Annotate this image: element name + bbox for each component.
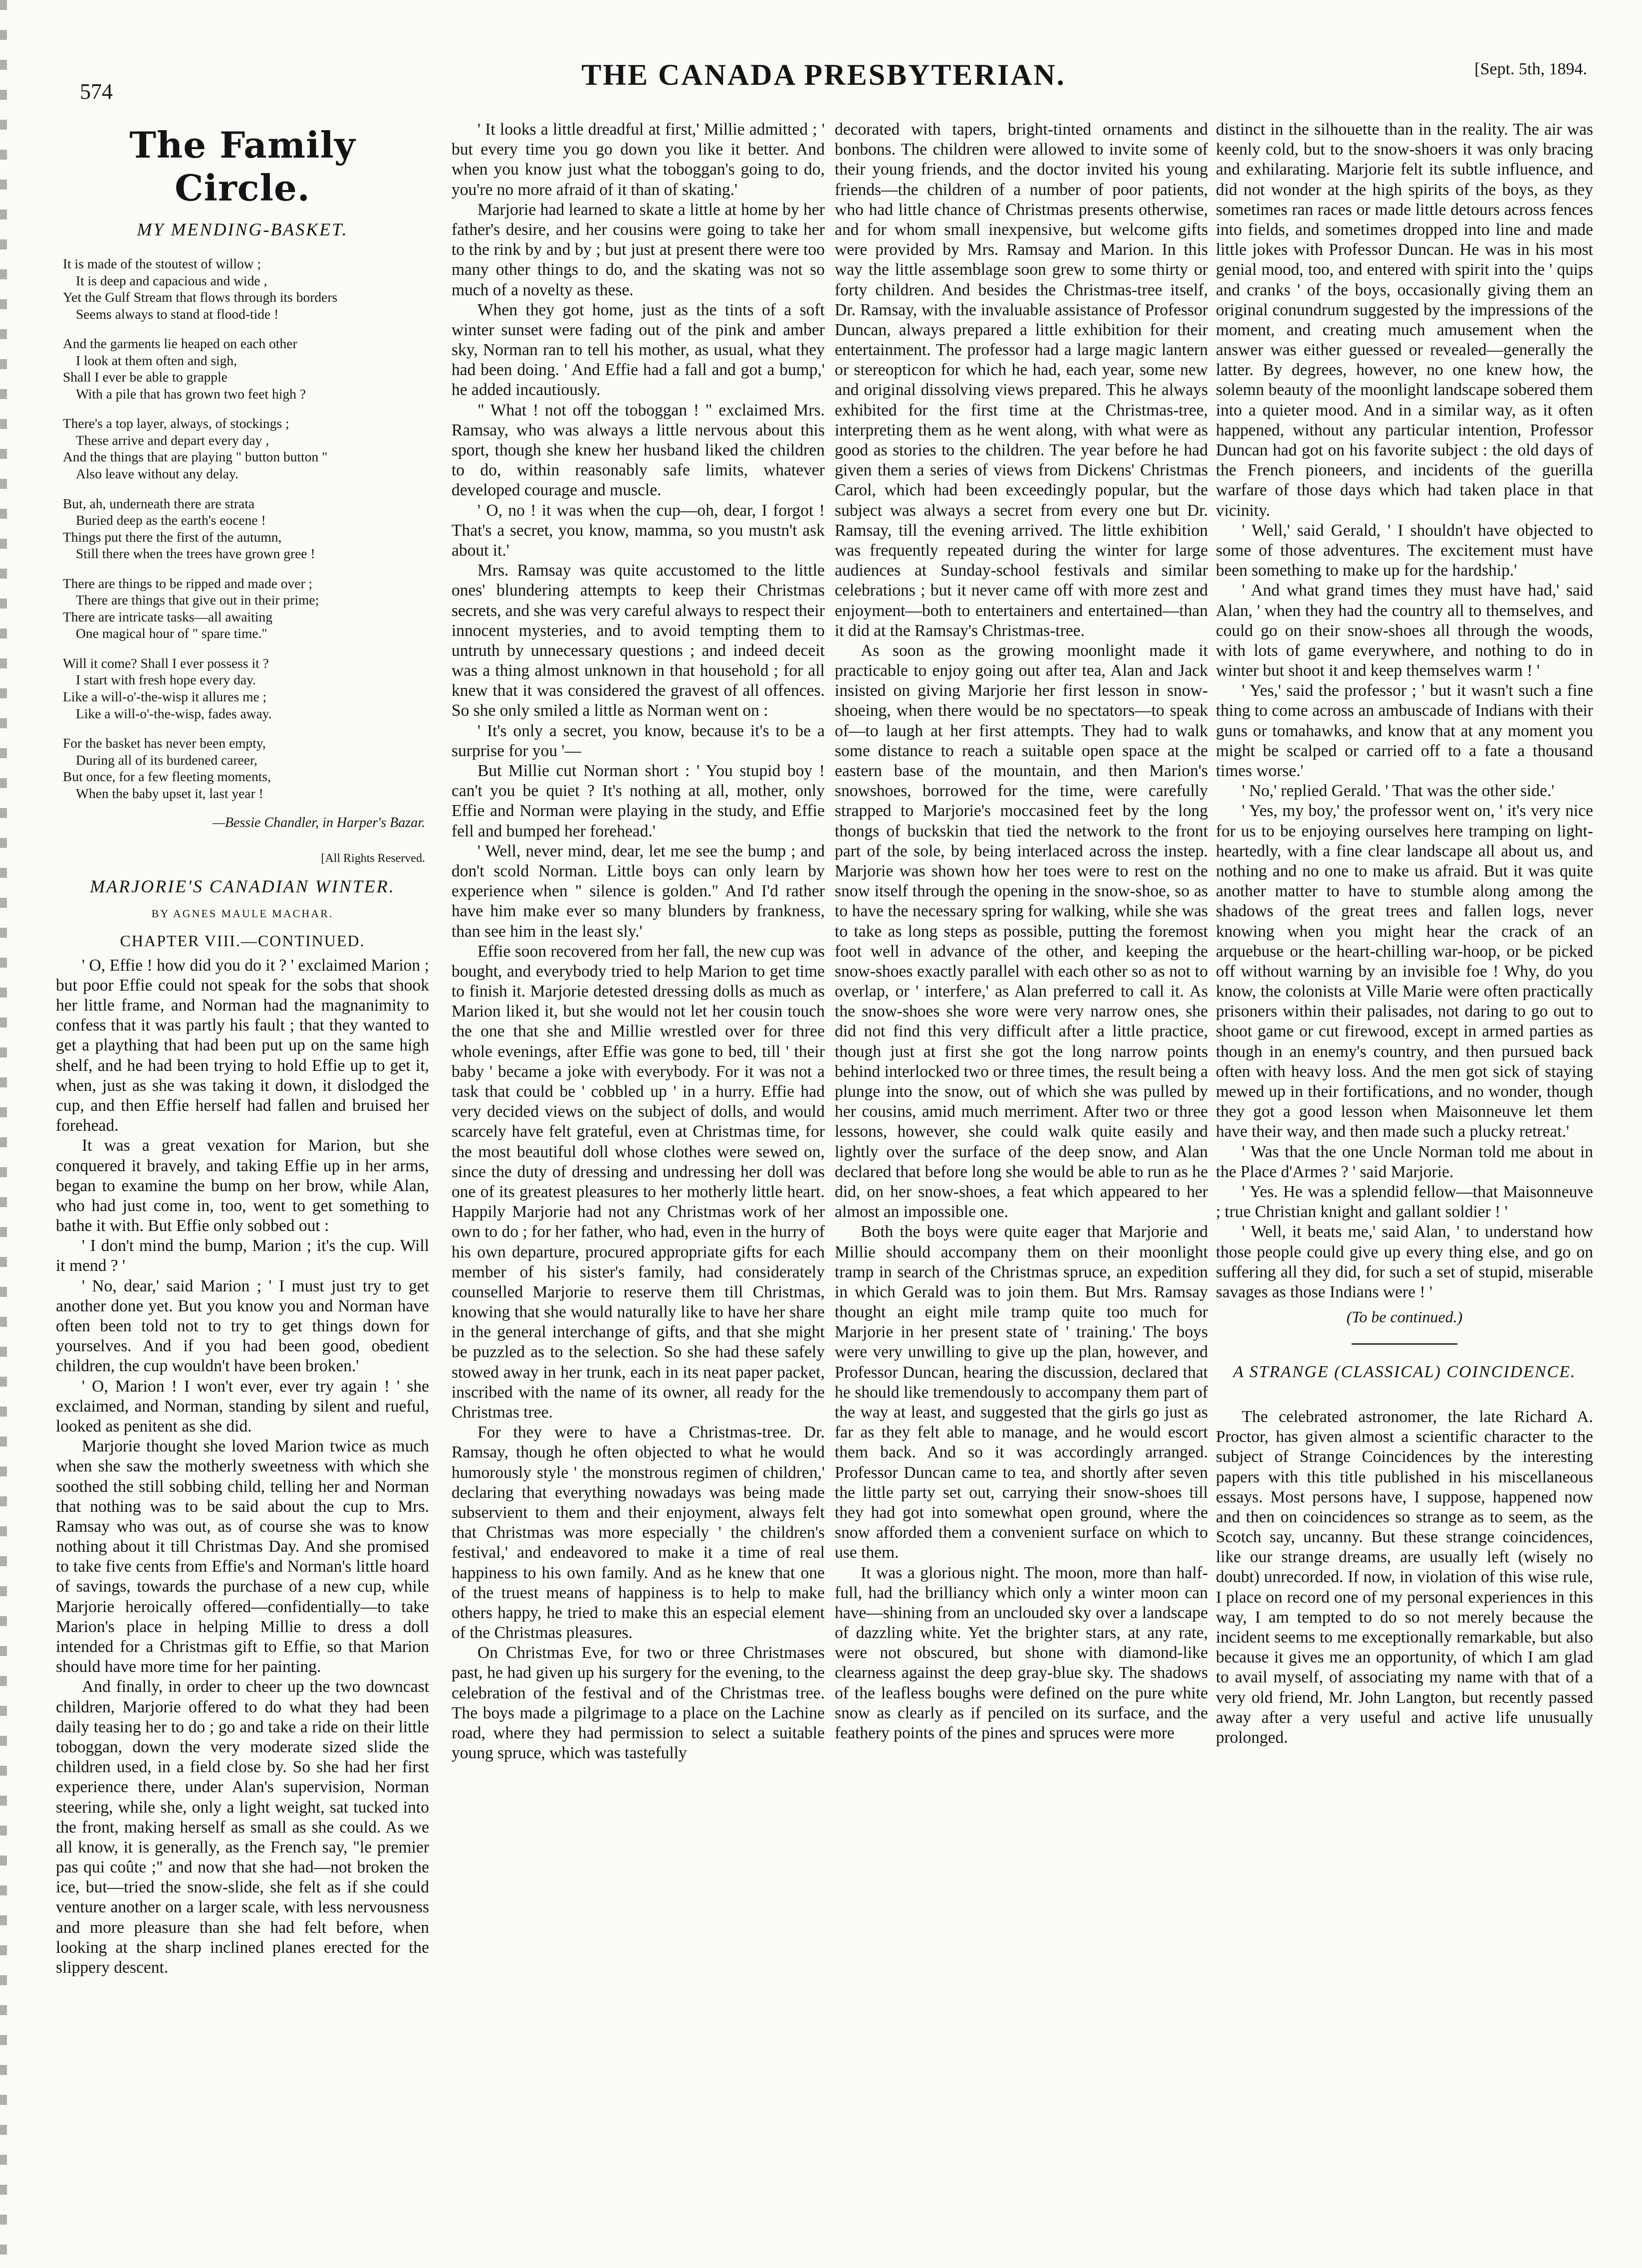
column-3: [835, 120, 1208, 2220]
poem-line: Yet the Gulf Stream that flows through its borders: [63, 289, 338, 305]
rights-notice: [All Rights Reserved.: [321, 851, 425, 865]
poem-line: There are things that give out in their prime;: [76, 592, 319, 608]
poem-line: When the baby upset it, last year !: [76, 785, 263, 801]
column-2: [452, 120, 825, 2220]
paragraph: distinct in the silhouette than in the reality. The air was keenly cold, but to the snow-shoers it was only bracing and exhilarating. Marjorie felt its subtle influence, and did not wonder at the high spirits of the boys, as they sometimes ran races or made little detours across fences into fields, and sometimes dropped into line and made little jokes with Professor Duncan. He was in his most genial mood, too, and entered with spirit into the ' quips and cranks ' of the boys, occasionally giving them an original conundrum suggested by the impressions of the moment, and creating much amusement when the answer was either guessed or revealed—generally the latter. By degrees, however, no one knew how, the solemn beauty of the moonlight landscape sobered them into a quieter mood. And in a similar way, as it often happened, without any particular intention, Professor Duncan had got on his favorite subject : the old days of the French pioneers, and incidents of the guerilla warfare of those days which had taken place in that vicinity.: [1216, 120, 1593, 520]
poem-line: Shall I ever be able to grapple: [63, 369, 228, 385]
paragraph: Marjorie thought she loved Marion twice as much when she saw the motherly sweetness with which she soothed the still sobbing child, telling her and Norman that nothing was to be said about the cup to Mrs. Ramsay who was out, as of course she was to know nothing about it till Christmas Day. And she promised to take five cents from Effie's and Norman's little hoard of savings, towards the purchase of a new cup, while Marjorie heroically offered—confidentially—to take Marion's place in helping Millie to dress a doll intended for a Christmas gift to Effie, so that Marion should have more time for her painting.: [56, 1437, 429, 1676]
paragraph: Mrs. Ramsay was quite accustomed to the little ones' blundering attempts to keep their Christmas secrets, and she was very careful always to respect their innocent mysteries, and to avoid tempting them to untruth by unnecessary questions ; and indeed deceit was a thing almost unknown in that household ; for all knew that it was considered the gravest of all offences. So she only smiled a little as Norman went on :: [452, 561, 825, 720]
poem-line: And the things that are playing " button button ": [63, 449, 328, 465]
paragraph: And finally, in order to cheer up the two downcast children, Marjorie offered to do what they had been daily teasing her to do ; go and take a ride on their little toboggan, down the very moderate sized slide the children used, in a field close by. So she had her first experience there, under Alan's supervision, Norman steering, while she, only a light weight, sat tucked into the front, making herself as small as she could. As we all know, it is generally, as the French say, "le premier pas qui coûte ;" and now that she had—not broken the ice, but—tried the snow-slide, she felt as if she could venture another on a larger scale, with less nervousness and more pleasure than she had felt before, when looking at the sharp inclined planes erected for the slippery descent.: [56, 1677, 429, 1977]
paragraph: Marjorie had learned to skate a little at home by her father's desire, and her cousins were going to take her to the rink by and by ; but just at present there were too many other things to do, and the skating was not so much of a novelty as these.: [452, 200, 825, 299]
paragraph: ' Yes, my boy,' the professor went on, ' it's very nice for us to be enjoying ourselves here tramping on light-heartedly, with a fine clear landscape all about us, and nothing and no one to make us afraid. But it was quite another matter to have to stumble along among the shadows of the great trees and fallen logs, never knowing when you might hear the crack of an arquebuse or the heart-chilling war-hoop, or be picked off without warning by an invisible foe ! Why, do you know, the colonists at Ville Marie were often practically prisoners within their palisades, not daring to go out to shoot game or cut firewood, except in armed parties as though in an enemy's country, and then pursued back often with heavy loss. And the men got sick of staying mewed up in their fortifications, and no wonder, though they got a good lesson when Maisonneuve let them have their way, and then made such a plucky retreat.': [1216, 802, 1593, 1141]
poem-line: Also leave without any delay.: [76, 465, 238, 481]
poem-line: Buried deep as the earth's eocene !: [76, 512, 266, 528]
article-text: [1216, 1407, 1593, 1748]
column-4-text: [1216, 120, 1593, 1302]
poem-credit: —Bessie Chandler, in Harper's Bazar.: [212, 815, 425, 831]
poem-line: It is made of the stoutest of willow ;: [63, 255, 261, 271]
poem-line: I look at them often and sigh,: [76, 352, 237, 368]
article-title: A STRANGE (CLASSICAL) COINCIDENCE.: [1233, 1363, 1576, 1382]
poem-stanza: [63, 335, 429, 402]
poem-line: Seems always to stand at flood-tide !: [76, 306, 279, 322]
poem-stanza: [63, 735, 429, 802]
chapter-heading: CHAPTER VIII.—CONTINUED.: [120, 932, 365, 950]
page-number: 574: [80, 79, 113, 104]
paragraph: ' O, Effie ! how did you do it ? ' exclaimed Marion ; but poor Effie could not speak for the sobs that shook her little frame, and Norman had the magnanimity to confess that it was partly his fault ; that they wanted to get a plaything that had been put up on the same high shelf, and he had been trying to hold Effie up to get it, when, just as she was taking it down, it dislodged the cup, and then Effie herself had fallen and bruised her forehead.: [56, 956, 429, 1135]
column-2-text: [452, 120, 825, 1763]
paragraph: ' Well, it beats me,' said Alan, ' to understand how those people could give up every thing else, and go on suffering all they did, for such a set of stupid, miserable savages as those Indians were ! ': [1216, 1223, 1593, 1301]
paragraph: ' O, no ! it was when the cup—oh, dear, I forgot ! That's a secret, you know, mamma, so you mustn't ask about it.': [452, 501, 825, 560]
poem-line: Like a will-o'-the-wisp it allures me ;: [63, 689, 267, 704]
paragraph: ' Yes. He was a splendid fellow—that Maisonneuve ; true Christian knight and gallant soldier ! ': [1216, 1182, 1593, 1222]
poem-line: It is deep and capacious and wide ,: [76, 272, 267, 288]
poem-line: Things put there the first of the autumn,: [63, 529, 282, 545]
poem-line: There's a top layer, always, of stockings ;: [63, 415, 289, 431]
page-header: [60, 54, 1587, 119]
paragraph: Effie soon recovered from her fall, the new cup was bought, and everybody tried to help Marion to get time to finish it. Marjorie detested dressing dolls as much as Marion liked it, but she would not let her cousin touch the one that she and Millie wrestled over for three whole evenings, after Effie was gone to bed, till ' their baby ' became a joke with everybody. For it was not a task that could be ' cobbled up ' in a hurry. Effie had very decided views on the subject of dolls, and would scarcely have felt grateful, even at Christmas time, for the most beautiful doll whose clothes were sewed on, since the duty of dressing and undressing her doll was one of its greatest pleasures to her motherly little heart. Happily Marjorie had not any Christmas work of her own to do ; for her father, who had, even in the hurry of his own departure, procured appropriate gifts for each member of his sister's family, had considerately counselled Marjorie to reserve them till Christmas, knowing that she would naturally like to have her share in the general interchange of gifts, and that she might be puzzled as to the selection. So she had these safely stowed away in her trunk, each in its neat paper packet, inscribed with the name of its owner, all ready for the Christmas tree.: [452, 942, 825, 1422]
poem-stanza: [63, 255, 429, 322]
poem-body: [56, 255, 429, 802]
story-author: BY AGNES MAULE MACHAR.: [151, 907, 334, 920]
poem-line: I start with fresh hope every day.: [76, 672, 256, 688]
paragraph: ' It looks a little dreadful at first,' Millie admitted ; ' but every time you go down you like it better. And when you know just what the toboggan's going to do, you're no more afraid of it than of skating.': [452, 120, 825, 199]
poem-stanza: [63, 655, 429, 722]
paragraph: ' It's only a secret, you know, because it's to be a surprise for you '—: [452, 721, 825, 760]
to-be-continued: (To be continued.): [1346, 1308, 1463, 1326]
paragraph: ' And what grand times they must have had,' said Alan, ' when they had the country all to themselves, and could go on their snow-shoes all through the woods, with lots of game everywhere, and nothing to do in winter but shoot it and keep themselves warm ! ': [1216, 581, 1593, 680]
poem-line: There are intricate tasks—all awaiting: [63, 609, 272, 624]
paragraph: But Millie cut Norman short : ' You stupid boy ! can't you be quiet ? It's nothing at all, mother, only Effie and Norman were playing in the study, and Effie fell and bumped her forehead.': [452, 762, 825, 840]
poem-line: Like a will-o'-the-wisp, fades away.: [76, 705, 272, 721]
paragraph: It was a glorious night. The moon, more than half-full, had the brilliancy which only a winter moon can have—shining from an unclouded sky over a landscape of dazzling white. Yet the brighter stars, at any rate, were not obscured, but shone with diamond-like clearness against the deep gray-blue sky. The shadows of the leafless boughs were defined on the pure white snow as clearly as if penciled on its surface, and the feathery points of the pines and spruces were more: [835, 1563, 1208, 1742]
poem-line: One magical hour of " spare time.": [76, 625, 267, 641]
paragraph: ' No, dear,' said Marion ; ' I must just try to get another done yet. But you know you and Norman have often been told not to try to get things down for yourselves. And if you had been good, obedient children, the cup wouldn't have been broken.': [56, 1276, 429, 1376]
paragraph: Both the boys were quite eager that Marjorie and Millie should accompany them on their moonlight tramp in search of the Christmas spruce, an expedition in which Gerald was to join them. But Mrs. Ramsay thought an eight mile tramp quite too much for Marjorie in her present state of ' training.' The boys were very unwilling to give up the plan, however, and Professor Duncan, hearing the discussion, declared that he should like tremendously to accompany them part of the way at least, and suggested that the girls go just as far as they felt able to manage, and he would escort them back. And so it was accordingly arranged. Professor Duncan came to tea, and shortly after seven the little party set out, carrying their snow-shoes till they had got into somewhat open ground, where the snow afforded them a convenient surface on which to use them.: [835, 1223, 1208, 1562]
poem-line: There are things to be ripped and made over ;: [63, 575, 313, 591]
column-1-text: [56, 956, 429, 1978]
paragraph: For they were to have a Christmas-tree. Dr. Ramsay, though he often objected to what he would humorously style ' the monstrous regimen of children,' declaring that everything nowadays was being made subservient to them and their enjoyment, always felt that Christmas was more especially ' the children's festival,' and endeavored to make it a time of real happiness to his own family. And as he knew that one of the truest means of happiness is to help to make others happy, he tried to make this an especial element of the Christmas pleasures.: [452, 1423, 825, 1643]
poem-stanza: [63, 575, 429, 642]
masthead: THE CANADA PRESBYTERIAN.: [581, 58, 1066, 91]
poem-line: Still there when the trees have grown gree !: [76, 546, 315, 562]
paragraph: As soon as the growing moonlight made it practicable to enjoy going out after tea, Alan and Jack insisted on giving Marjorie her first lesson in snow-shoeing, when there would be no spectators—to speak of—to laugh at her first attempts. They had to walk some distance to reach a suitable open space at the eastern base of the mountain, and then Marion's snowshoes, borrowed for the time, were carefully strapped to Marjorie's moccasined feet by the long thongs of buckskin that tied the network to the front part of the sole, by being interlaced across the instep. Marjorie was shown how her toes were to rest on the snow itself through the opening in the snow-shoe, so as to have the necessary spring for walking, while she was to take as long steps as possible, putting the foremost foot well in advance of the other, and keeping the snow-shoes exactly parallel with each other so as not to overlap, or ' interfere,' as Alan preferred to call it. As the snow-shoes she wore were very narrow ones, she did not find this very difficult after a little practice, though just at first she got the long narrow points behind interlocked two or three times, the result being a plunge into the snow, out of which she was pulled by her cousins, amid much merriment. After two or three lessons, however, she could walk quite easily and lightly over the surface of the deep snow, and Alan declared that before long she would be able to run as he did, on her snow-shoes, a feat which appeared to her almost an impossible one.: [835, 641, 1208, 1222]
paragraph: decorated with tapers, bright-tinted ornaments and bonbons. The children were allowed to invite some of their young friends, and the doctor invited his young friends—the children of a number of poor patients, who had little chance of Christmas presents otherwise, and for whom small inexpensive, but welcome gifts were provided by Mrs. Ramsay and Marion. In this way the little assemblage soon grew to some thirty or forty children. And besides the Christmas-tree itself, Dr. Ramsay, with the invaluable assistance of Professor Duncan, always prepared a little exhibition for their entertainment. The professor had a large magic lantern or stereopticon for which he had, each year, some new and original dissolving views prepared. This he always exhibited for the first time at the Christmas-tree, interpreting them as he went along, with what were as good as stories to the children. The year before he had given them a series of views from Dickens' Christmas Carol, which had been exceedingly popular, but the subject was always a secret from every one but Dr. Ramsay, till the evening arrived. The little exhibition was frequently repeated during the winter for large audiences at Sunday-school festivals and similar celebrations ; but it never came off with more zest and enjoyment—both to entertainers and entertained—than it did at the Ramsay's Christmas-tree.: [835, 120, 1208, 640]
poem-stanza: [63, 415, 429, 482]
paragraph: ' No,' replied Gerald. ' That was the other side.': [1242, 782, 1555, 801]
column-4: [1216, 120, 1593, 2220]
paragraph: " What ! not off the toboggan ! " exclaimed Mrs. Ramsay, who was always a little nervous about this sport, though she knew her husband liked the children to do, within reasonably safe limits, whatever developed courage and muscle.: [452, 401, 825, 500]
column-1: [56, 120, 429, 2220]
column-3-text: [835, 120, 1208, 1743]
poem-line: And the garments lie heaped on each other: [63, 336, 297, 352]
poem-line: With a pile that has grown two feet high ?: [76, 386, 306, 402]
poem-line: These arrive and depart every day ,: [76, 432, 269, 448]
paragraph: ' O, Marion ! I won't ever, ever try again ! ' she exclaimed, and Norman, standing by silent and rueful, looked as penitent as she did.: [56, 1377, 429, 1436]
poem-title: MY MENDING-BASKET.: [137, 219, 348, 239]
story-title: MARJORIE'S CANADIAN WINTER.: [90, 876, 395, 896]
poem-line: For the basket has never been empty,: [63, 735, 266, 751]
paragraph: The celebrated astronomer, the late Richard A. Proctor, has given almost a scientific character to the subject of Strange Coincidences by the interesting papers with this title published in his miscellaneous essays. Most persons have, I suppose, happened now and then on coincidences so strange as to seem, as the Scotch say, uncanny. But these strange coincidences, like our strange dreams, are usually left (wisely no doubt) unrecorded. If now, in violation of this wise rule, I place on record one of my personal experiences in this way, I am tempted to do so not merely because the incident seems to me exceptionally remarkable, but also because it gives me an opportunity, of which I am glad to avail myself, of associating my name with that of a very old friend, Mr. John Langton, but recently passed away after a very useful and active life unusually prolonged.: [1216, 1407, 1593, 1747]
paragraph: ' I don't mind the bump, Marion ; it's the cup. Will it mend ? ': [56, 1237, 429, 1275]
paragraph: On Christmas Eve, for two or three Christmases past, he had given up his surgery for the evening, to the celebration of the festival and of the Christmas tree. The boys made a pilgrimage to a place on the Lachine road, where they had permission to select a suitable young spruce, which was tastefully: [452, 1644, 825, 1763]
issue-date: [Sept. 5th, 1894.: [1474, 60, 1587, 78]
paragraph: ' Was that the one Uncle Norman told me about in the Place d'Armes ? ' said Marjorie.: [1216, 1142, 1593, 1181]
poem-line: During all of its burdened career,: [76, 752, 257, 768]
scan-edge: [0, 0, 7, 2268]
paragraph: ' Yes,' said the professor ; ' but it wasn't such a fine thing to come across an ambuscade of Indians with their guns or tomahawks, and know that at any moment you might be scalped or carried off to a fate a thousand times worse.': [1216, 681, 1593, 780]
paragraph: When they got home, just as the tints of a soft winter sunset were fading out of the pink and amber sky, Norman ran to tell his mother, as usual, what they had been doing. ' And Effie had a fall and got a bump,' he added incautiously.: [452, 300, 825, 400]
poem-line: Will it come? Shall I ever possess it ?: [63, 655, 269, 671]
poem-line: But once, for a few fleeting moments,: [63, 769, 271, 785]
section-title: The Family Circle.: [129, 124, 356, 209]
poem-stanza: [63, 495, 429, 562]
section-divider: [1352, 1343, 1457, 1345]
paragraph: It was a great vexation for Marion, but she conquered it bravely, and taking Effie up in her arms, began to examine the bump on her brow, while Alan, who had just come in, too, went to get something to bathe it with. But Effie only sobbed out :: [56, 1136, 429, 1236]
paragraph: ' Well,' said Gerald, ' I shouldn't have objected to some of those adventures. The excitement must have been something to make up for the hardship.': [1216, 521, 1593, 580]
poem-line: But, ah, underneath there are strata: [63, 495, 255, 511]
paragraph: ' Well, never mind, dear, let me see the bump ; and don't scold Norman. Little boys can only learn by experience when " silence is golden." And I'd rather have him make ever so many blunders by frankness, than see him in the least sly.': [452, 841, 825, 941]
